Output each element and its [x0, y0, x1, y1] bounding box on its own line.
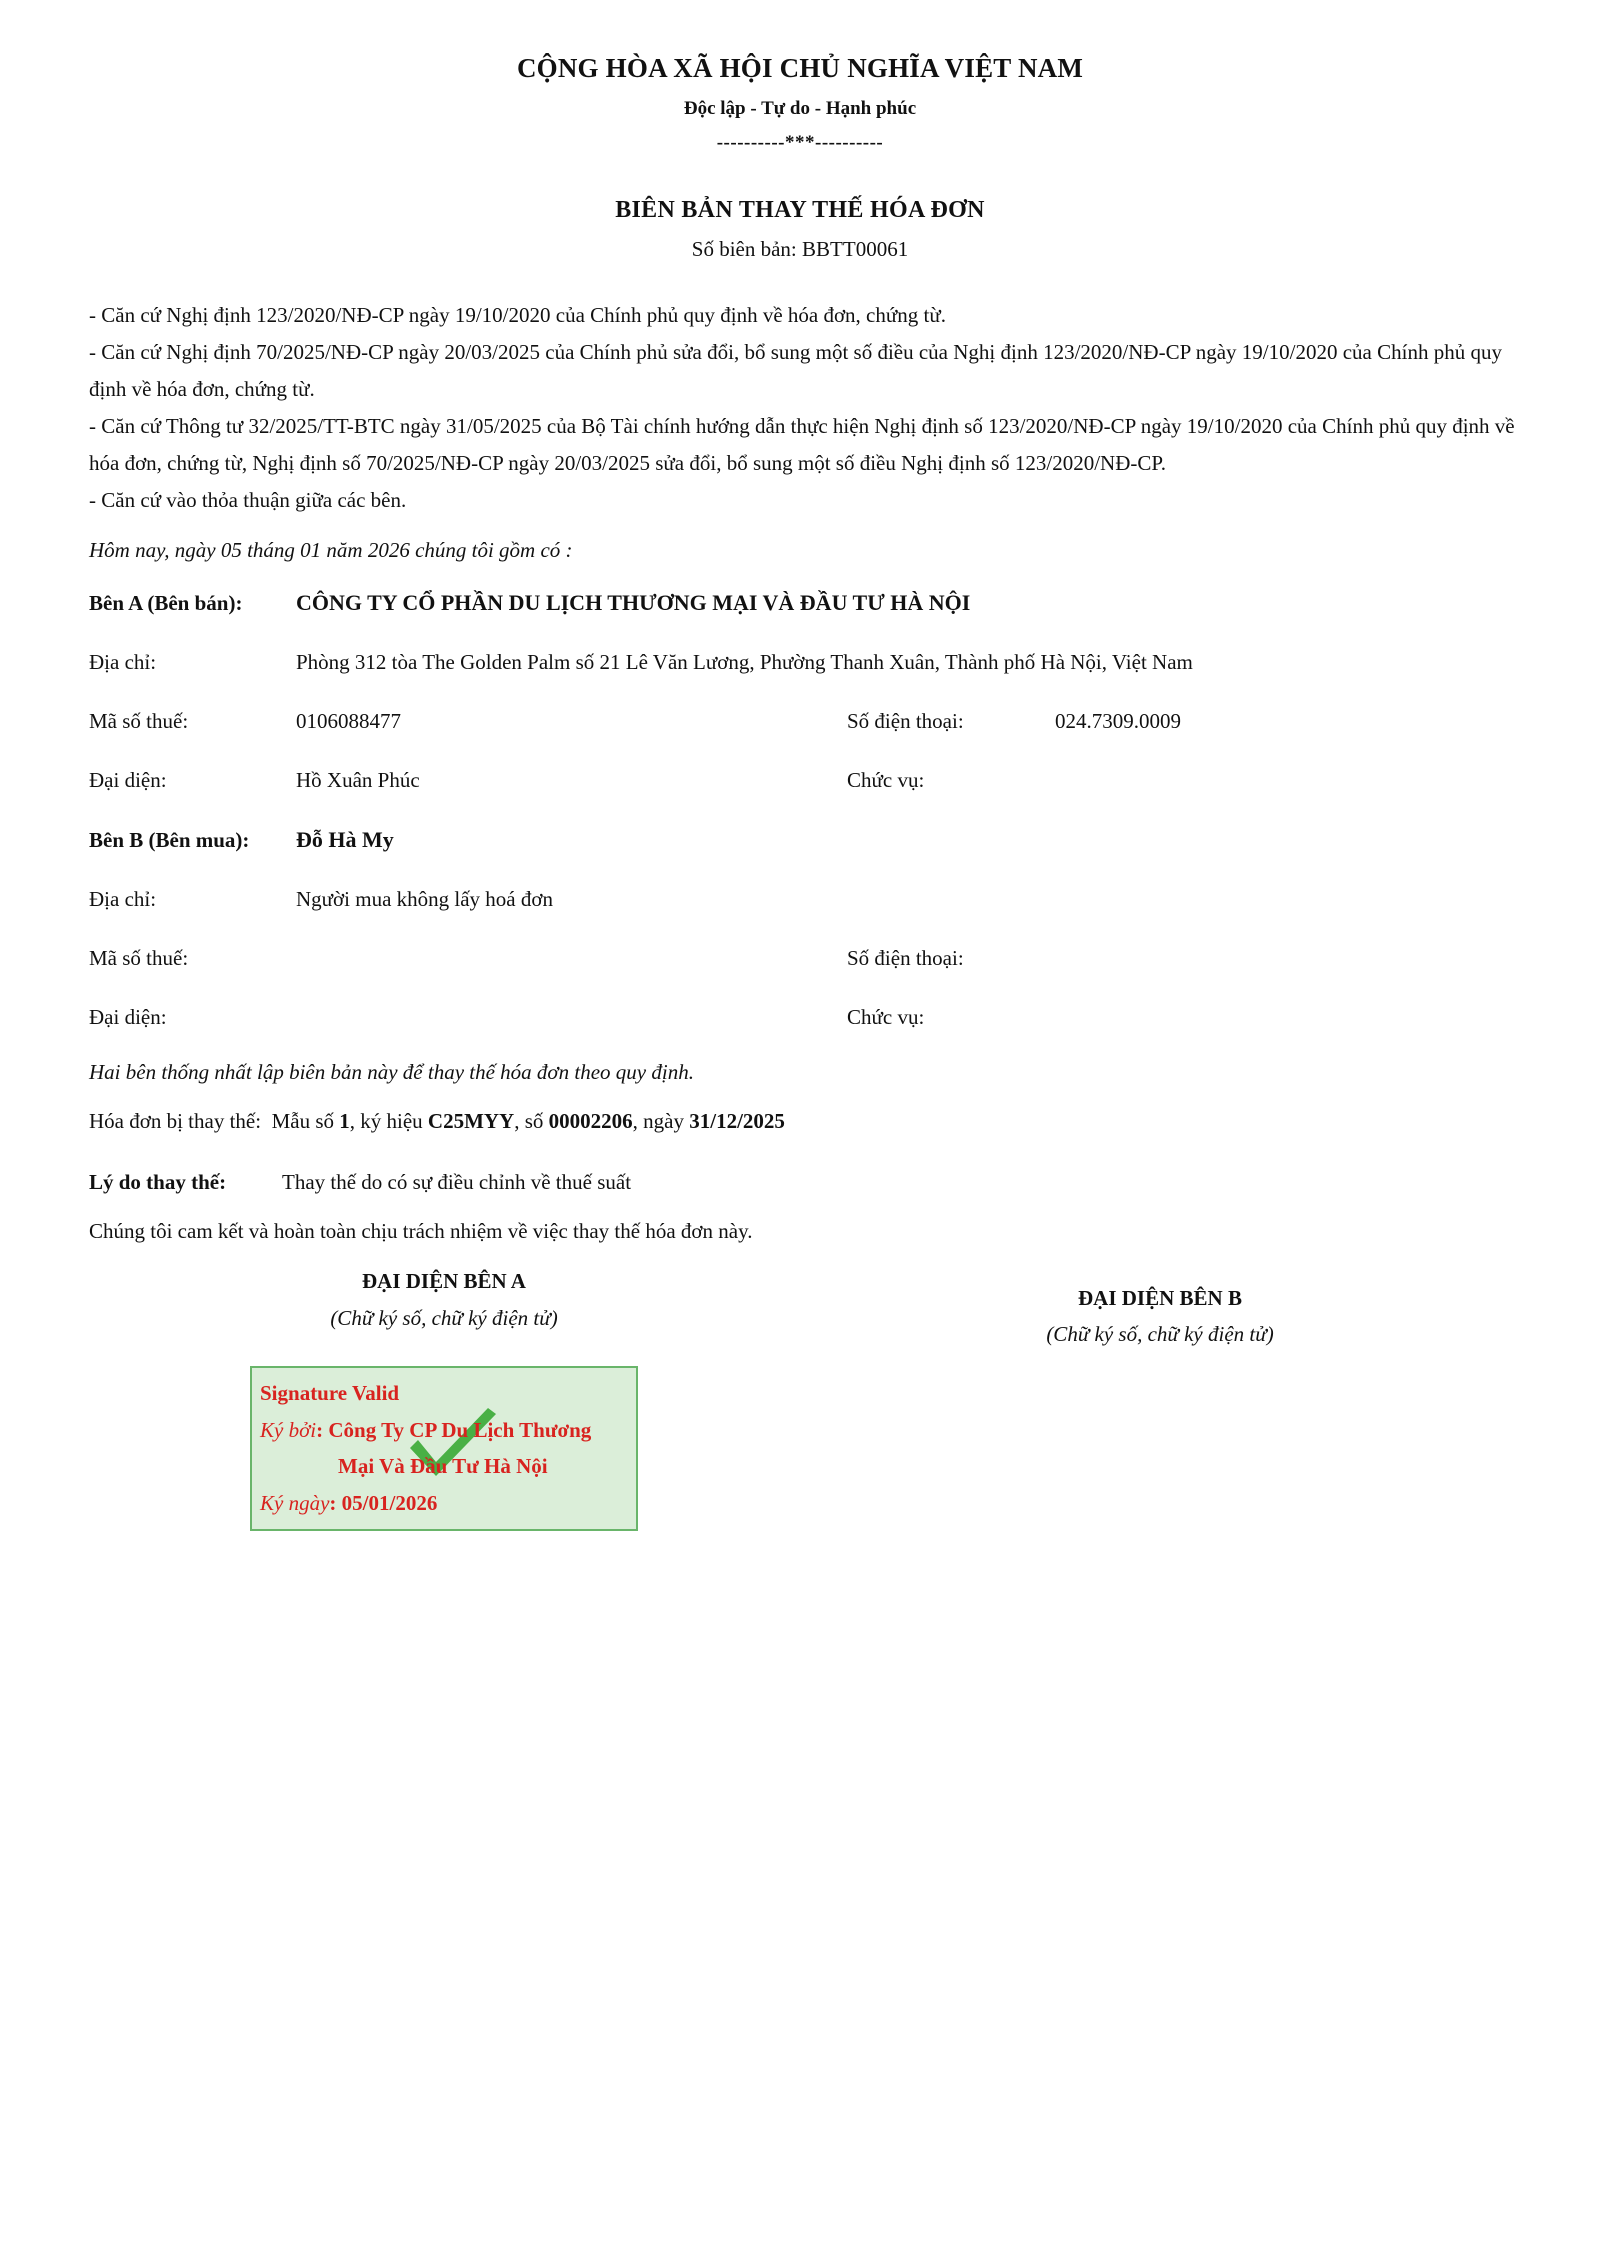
legal-basis-item: - Căn cứ Nghị định 70/2025/NĐ-CP ngày 20/03/2025 của Chính phủ sửa đổi, bổ sung một số điều của Nghị định 123/2020/NĐ-CP ngày 19/10/2020 của Chính phủ quy định về hóa đơn, chứng từ. — [89, 340, 1502, 401]
invoice-form: 1 — [339, 1109, 350, 1133]
party-b-tax-label: Mã số thuế: — [89, 946, 189, 970]
signed-date-line — [260, 1491, 437, 1516]
intro-text: Hôm nay, ngày 05 tháng 01 năm 2026 chúng tôi gồm có : — [89, 538, 573, 562]
agreement-text: Hai bên thống nhất lập biên bản này để thay thế hóa đơn theo quy định. — [89, 1060, 694, 1084]
signature-status: Signature Valid — [260, 1381, 400, 1405]
signed-date-value: : 05/01/2026 — [329, 1491, 438, 1515]
signed-date-label: Ký ngày — [260, 1491, 330, 1515]
party-b-rep-label: Đại diện: — [89, 1005, 167, 1029]
legal-basis-item: - Căn cứ Nghị định 123/2020/NĐ-CP ngày 19/10/2020 của Chính phủ quy định về hóa đơn, chứng từ. — [89, 303, 946, 327]
document-number: Số biên bản: BBTT00061 — [691, 237, 909, 261]
reason-label: Lý do thay thế: — [89, 1170, 227, 1194]
party-b-phone-label: Số điện thoại: — [847, 946, 964, 970]
national-motto: Độc lập - Tự do - Hạnh phúc — [683, 98, 917, 119]
party-b-address-label: Địa chỉ: — [89, 887, 157, 911]
party-b-signature-title: ĐẠI DIỆN BÊN B — [1078, 1286, 1242, 1310]
commitment-text: Chúng tôi cam kết và hoàn toàn chịu trách nhiệm về việc thay thế hóa đơn này. — [89, 1219, 753, 1243]
replaced-invoice-line — [89, 1109, 785, 1134]
party-a-tax-code: 0106088477 — [296, 709, 401, 733]
header-separator: ----------***---------- — [716, 132, 884, 153]
party-a-label: Bên A (Bên bán): — [89, 591, 243, 615]
digital-signature-box[interactable] — [250, 1366, 638, 1531]
party-b-name: Đỗ Hà My — [296, 827, 394, 852]
invoice-symbol: C25MYY — [427, 1109, 515, 1133]
symbol-prefix: , ký hiệu — [349, 1109, 423, 1133]
signed-by-value-1: : Công Ty CP Du Lịch Thương — [316, 1418, 592, 1442]
party-a-signature-title: ĐẠI DIỆN BÊN A — [362, 1269, 526, 1293]
signed-by-value-2: Mại Và Đầu Tư Hà Nội — [338, 1454, 548, 1478]
party-a-tax-label: Mã số thuế: — [89, 709, 189, 733]
signed-by-line — [260, 1418, 591, 1443]
party-a-address: Phòng 312 tòa The Golden Palm số 21 Lê Văn Lương, Phường Thanh Xuân, Thành phố Hà Nội, Việt Nam — [296, 650, 1193, 674]
party-a-phone: 024.7309.0009 — [1055, 709, 1181, 733]
legal-basis-item: - Căn cứ Thông tư 32/2025/TT-BTC ngày 31/05/2025 của Bộ Tài chính hướng dẫn thực hiện Nghị định số 123/2020/NĐ-CP ngày 19/10/2020 của Chính phủ quy định về hóa đơn, chứng từ, Nghị định số 70/2025/NĐ-CP ngày 20/03/2025 sửa đổi, bổ sung một số điều Nghị định số 123/2020/NĐ-CP. — [89, 414, 1515, 475]
party-b-position-label: Chức vụ: — [847, 1005, 925, 1029]
form-prefix: Mẫu số — [271, 1109, 334, 1133]
party-a-name: CÔNG TY CỔ PHẦN DU LỊCH THƯƠNG MẠI VÀ ĐẦU TƯ HÀ NỘI — [296, 590, 971, 615]
date-prefix: , ngày — [632, 1109, 684, 1133]
party-b-address: Người mua không lấy hoá đơn — [296, 887, 553, 911]
reason-text: Thay thế do có sự điều chỉnh về thuế suất — [282, 1170, 632, 1194]
party-a-phone-label: Số điện thoại: — [847, 709, 964, 733]
party-b-signature-note: (Chữ ký số, chữ ký điện tử) — [1046, 1322, 1274, 1346]
party-b-label: Bên B (Bên mua): — [89, 828, 250, 852]
party-a-rep: Hồ Xuân Phúc — [296, 768, 420, 792]
invoice-date: 31/12/2025 — [689, 1109, 785, 1133]
party-a-rep-label: Đại diện: — [89, 768, 167, 792]
number-prefix: , số — [514, 1109, 544, 1133]
signed-by-label: Ký bởi — [260, 1418, 317, 1442]
party-a-address-label: Địa chỉ: — [89, 650, 157, 674]
national-title: CỘNG HÒA XÃ HỘI CHỦ NGHĨA VIỆT NAM — [516, 53, 1084, 83]
legal-basis-item: - Căn cứ vào thỏa thuận giữa các bên. — [89, 488, 407, 512]
invoice-number: 00002206 — [548, 1109, 633, 1133]
party-a-signature-note: (Chữ ký số, chữ ký điện tử) — [330, 1306, 558, 1330]
document-title: BIÊN BẢN THAY THẾ HÓA ĐƠN — [615, 197, 985, 223]
replaced-invoice-label: Hóa đơn bị thay thế: — [89, 1109, 262, 1133]
legal-basis-list — [89, 297, 1519, 519]
party-a-position-label: Chức vụ: — [847, 768, 925, 792]
